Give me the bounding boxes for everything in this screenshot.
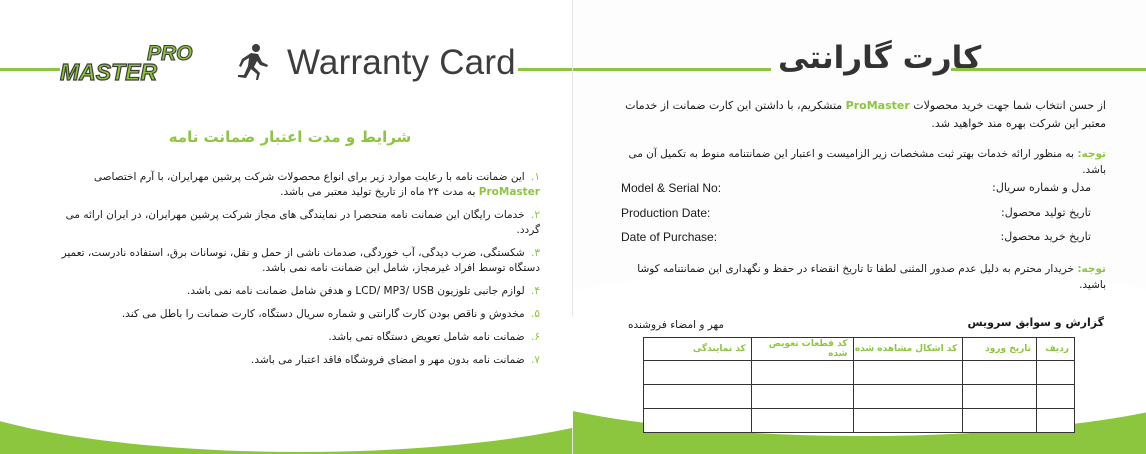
table-row (644, 385, 1075, 409)
term-item: ۳. شکستگی، ضرب دیدگی، آب خوردگی، صدمات ناشی از حمل و نقل، نوسانات برق، استفاده نادرست، تعمیر دستگاه توسط افراد غیرمجاز، شامل این ضمانت نامه نمی باشد. (61, 247, 540, 274)
intro-text: از حسن انتخاب شما جهت خرید محصولات ProMaster متشکریم، با داشتن این کارت ضمانت از خدمات معتبر این شرکت بهره مند خواهید شد. (625, 99, 1106, 130)
term-item: ۴. لوازم جانبی تلوزیون LCD/ MP3/ USB و هدفن شامل ضمانت نامه نمی باشد. (187, 285, 540, 297)
col-replaced-parts: کد قطعات تعویض شده (751, 338, 853, 361)
term-item: ۲. خدمات رایگان این ضمانت نامه منحصرا در نمایندگی های مجاز شرکت پرشین مهرایران، در ایران ارائه می گردد. (65, 209, 540, 236)
service-history-table (643, 337, 1075, 433)
brand-name: ProMaster (478, 186, 540, 198)
col-agency-code: کد نمایندگی (644, 338, 752, 361)
registration-note: توجه: به منظور ارائه خدمات بهتر ثبت مشخصات زیر الزامیست و اعتبار این ضمانتنامه منوط به تکمیل آن می باشد. (628, 148, 1106, 176)
table-row (644, 409, 1075, 433)
term-item: ۶. ضمانت نامه شامل تعویض دستگاه نمی باشد. (328, 331, 540, 343)
header-rule-left (573, 68, 771, 71)
promaster-logo (52, 40, 277, 84)
model-serial-field[interactable]: Model & Serial No: مدل و شماره سریال: (621, 181, 1091, 195)
table-header-row (644, 338, 1075, 361)
svg-text:MASTER: MASTER (60, 59, 158, 84)
table-row (644, 361, 1075, 385)
terms-list (40, 170, 540, 376)
buyer-note: توجه: خریدار محترم به دلیل عدم صدور المثنی لطفا تا تاریخ انقضاء در حفظ و نگهداری این ضمانتنامه کوشا باشید. (637, 263, 1106, 291)
svg-text:PRO: PRO (147, 42, 193, 65)
warranty-card-title-fa: کارت گارانتی (778, 40, 982, 76)
term-item: ۵. مخدوش و ناقص بودن کارت گارانتی و شماره سریال دستگاه، کارت ضمانت را باطل می کند. (121, 308, 540, 320)
header-rule-left (0, 68, 60, 71)
service-history-title: گزارش و سوابق سرویس (967, 316, 1104, 329)
runner-icon (238, 44, 268, 80)
col-row-number: ردیف (1037, 338, 1075, 361)
term-item: ۷. ضمانت نامه بدون مهر و امضای فروشگاه فاقد اعتبار می باشد. (251, 354, 540, 366)
purchase-date-field[interactable]: Date of Purchase: تاریخ خرید محصول: (621, 230, 1091, 244)
term-item: ۱. این ضمانت نامه با رعایت موارد زیر برای انواع محصولات شرکت پرشین مهرایران، با آرم اختصاصی ProMaster به مدت ۲۴ ماه از تاریخ تولید معتبر می باشد. (93, 171, 540, 198)
warranty-info-panel (573, 0, 1146, 454)
col-fault-code: کد اشکال مشاهده شده (853, 338, 963, 361)
header-rule-right (518, 68, 573, 71)
terms-section-title: شرایط و مدت اعتبار ضمانت نامه (168, 128, 412, 146)
brand-name: ProMaster (845, 99, 910, 112)
production-date-field[interactable]: Production Date: تاریخ تولید محصول: (621, 206, 1091, 220)
warranty-card-title: Warranty Card (287, 43, 516, 82)
seller-seal-label: مهر و امضاء فروشنده (628, 319, 724, 331)
col-entry-date: تاریخ ورود (963, 338, 1037, 361)
